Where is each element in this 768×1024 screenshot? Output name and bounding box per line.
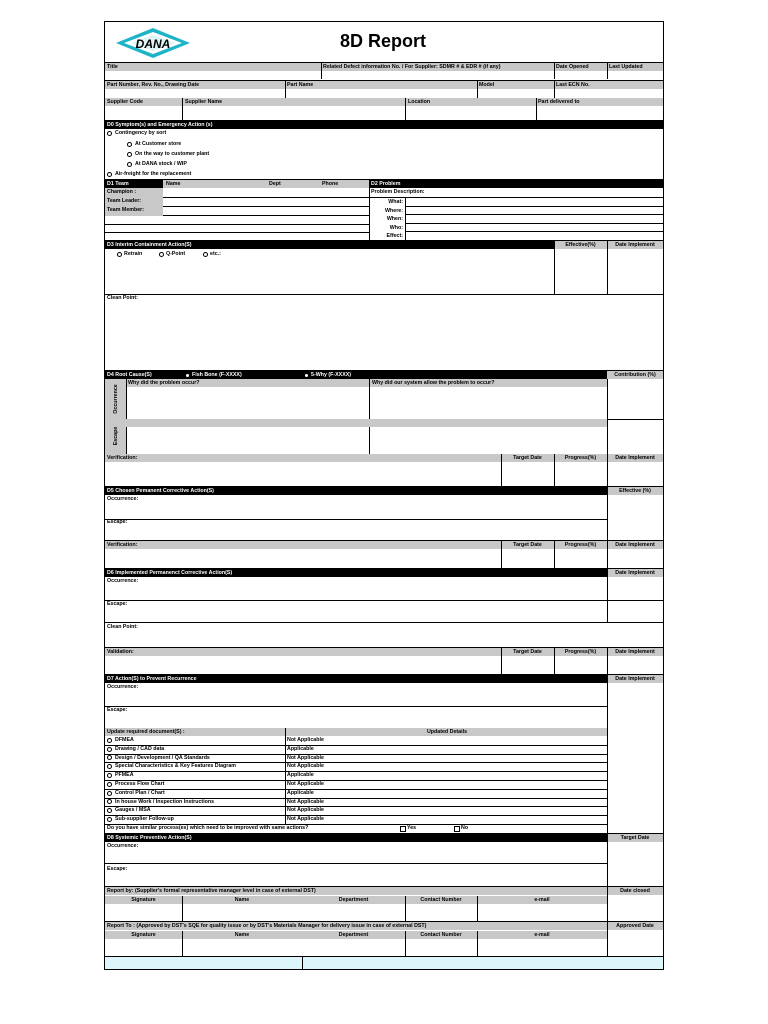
- 8d-report-form: [104, 21, 664, 970]
- doc-status[interactable]: Not Applicable: [287, 754, 324, 761]
- model-label: Model: [479, 82, 495, 88]
- doc-status[interactable]: Applicable: [287, 745, 314, 752]
- d6-header: D6 Implemented Permanenct Corrective Action(S): [107, 570, 233, 576]
- effect-label: Effect:: [386, 233, 403, 239]
- d6-occurrence-field[interactable]: [105, 585, 607, 600]
- doc-status[interactable]: Not Applicable: [287, 807, 324, 814]
- report-by-email-field[interactable]: [478, 904, 607, 922]
- d5-date-implement-header: Date Implement: [615, 542, 655, 548]
- d5-verification-field[interactable]: [105, 549, 501, 569]
- team-member-field[interactable]: [164, 207, 369, 232]
- d7-header: D7 Action(S) to Prevent Recurrence: [107, 676, 197, 682]
- doc-name: Control Plan / Chart: [115, 789, 165, 796]
- d5-verification-label: Verification:: [107, 542, 138, 548]
- doc-name: DFMEA: [115, 737, 134, 743]
- d7-date-implement-header: Date Implement: [615, 676, 655, 682]
- d7-escape-label: Escape:: [107, 707, 128, 713]
- d3-header: D3 Interim Containment Action(S): [107, 242, 192, 248]
- report-by-contact-field[interactable]: [406, 904, 477, 922]
- d1-header: D1 Team: [107, 181, 129, 187]
- on-way-label: On the way to customer plant: [135, 151, 210, 157]
- report-by-name-header: Name: [234, 897, 250, 903]
- d6-escape-label: Escape:: [107, 601, 128, 607]
- approved-date-field[interactable]: [608, 930, 663, 956]
- doc-status[interactable]: Not Applicable: [287, 763, 324, 770]
- report-by-department-header: Department: [338, 897, 369, 903]
- problem-description-label: Problem Description:: [371, 189, 425, 195]
- updated-details-header: Updated Details: [426, 729, 468, 735]
- yes-label: Yes: [407, 825, 417, 831]
- doc-name: Drawing / CAD data: [115, 745, 165, 752]
- qpoint-label: Q-Point: [166, 251, 186, 257]
- doc-radio[interactable]: [107, 791, 112, 796]
- d6-escape-field[interactable]: [105, 608, 607, 622]
- approved-date-header: Approved Date: [616, 923, 654, 929]
- d8-escape-field[interactable]: [105, 873, 607, 887]
- d5-occurrence-field[interactable]: [105, 503, 607, 519]
- part-delivered-label: Part delivered to: [538, 99, 580, 105]
- doc-status[interactable]: Not Applicable: [287, 781, 324, 787]
- d5-occurrence-label: Occurrence:: [107, 496, 139, 502]
- date-closed-header: Date closed: [620, 888, 650, 894]
- problem-when-field[interactable]: [406, 215, 663, 223]
- d4-date-implement-header: Date Implement: [615, 455, 655, 461]
- date-opened-label: Date Opened: [556, 64, 589, 70]
- team-leader-field[interactable]: [164, 198, 369, 206]
- champion-label: Champion :: [107, 189, 137, 195]
- d4-header: D4 Root Cause(S): [107, 372, 152, 378]
- d0-header: D0 Symptom(s) and Emergency Action (s): [107, 122, 213, 128]
- retrain-label: Retrain: [124, 251, 143, 257]
- champion-field[interactable]: [164, 188, 369, 197]
- d5-effective-header: Effective (%): [619, 488, 651, 494]
- contingency-radio[interactable]: [107, 131, 112, 136]
- date-closed-field[interactable]: [608, 895, 663, 922]
- team-member-label: Team Member:: [107, 207, 144, 213]
- escape-side-label: Escape: [113, 426, 119, 446]
- d5-escape-label: Escape:: [107, 519, 128, 525]
- report-to-signature-header: Signature: [131, 932, 156, 938]
- supplier-name-label: Supplier Name: [185, 99, 223, 105]
- part-name-field[interactable]: [286, 89, 477, 98]
- qpoint-radio[interactable]: [159, 252, 164, 257]
- report-to-department-header: Department: [338, 932, 369, 938]
- report-by-email-header: e-mail: [534, 897, 550, 903]
- d6-target-date-header: Target Date: [513, 649, 542, 655]
- doc-radio[interactable]: [107, 817, 112, 822]
- no-checkbox[interactable]: [454, 826, 460, 832]
- at-customer-radio[interactable]: [127, 142, 132, 147]
- doc-name: Gauges / MSA: [115, 807, 151, 814]
- doc-name: PFMEA: [115, 772, 134, 779]
- problem-where-field[interactable]: [406, 207, 663, 214]
- doc-name: Process Flow Chart: [115, 781, 165, 787]
- fivewhy-radio[interactable]: [304, 373, 309, 378]
- report-to-label: Report To : (Approved by DST's SQE for quality issue or by DST's Materials Manager for delivery issue in case of external DST): [107, 923, 427, 929]
- location-label: Location: [408, 99, 431, 105]
- doc-name: Sub-supplier Follow-up: [115, 816, 174, 823]
- problem-what-field[interactable]: [406, 198, 663, 206]
- contribution-header: Contribution (%): [614, 372, 656, 378]
- d3-date-implement-header: Date Implement: [615, 242, 655, 248]
- fishbone-radio[interactable]: [185, 373, 190, 378]
- model-field[interactable]: [478, 89, 554, 98]
- retrain-radio[interactable]: [117, 252, 122, 257]
- update-docs-label: Update required document(S) :: [107, 729, 185, 735]
- supplier-code-field[interactable]: [105, 106, 182, 120]
- report-to-name-header: Name: [234, 932, 250, 938]
- last-ecn-label: Last ECN No.: [556, 82, 590, 88]
- d6-clean-point-field[interactable]: [105, 631, 663, 648]
- on-way-radio[interactable]: [127, 152, 132, 157]
- footer-left: [105, 957, 302, 969]
- escape-why-field[interactable]: [127, 427, 369, 454]
- d8-occurrence-label: Occurrence:: [107, 843, 139, 849]
- related-defect-label: Related Defect information No. / For Supplier: SDMR # & EDR # (if any): [323, 64, 501, 70]
- part-number-field[interactable]: [105, 89, 285, 98]
- d1-name-header: Name: [166, 181, 181, 187]
- doc-status[interactable]: Applicable: [287, 772, 314, 779]
- d6-occurrence-label: Occurrence:: [107, 578, 139, 584]
- team-leader-label: Team Leader:: [107, 198, 142, 204]
- report-by-contact-header: Contact Number: [420, 897, 462, 903]
- who-label: Who:: [389, 225, 403, 231]
- d8-target-date-header: Target Date: [620, 835, 650, 841]
- last-updated-label: Last Updated: [609, 64, 643, 70]
- problem-effect-field[interactable]: [406, 232, 663, 240]
- logo-text: DANA: [135, 37, 171, 51]
- d1-dept-header: Dept: [269, 181, 281, 187]
- d8-occurrence-field[interactable]: [105, 850, 607, 863]
- part-number-label: Part Number, Rev. No., Drawing Date: [107, 82, 200, 88]
- report-to-email-field[interactable]: [478, 939, 607, 956]
- d6-validation-label: Validation:: [107, 649, 134, 655]
- at-dana-label: At DANA stock / WIP: [135, 161, 187, 167]
- contingency-label: Contingency by sort: [115, 130, 167, 136]
- title-label: Title: [107, 64, 118, 70]
- etc-label: etc.:: [210, 251, 221, 257]
- report-to-contact-field[interactable]: [406, 939, 477, 956]
- d5-target-date-header: Target Date: [513, 542, 542, 548]
- d5-progress-header: Progress(%): [564, 542, 597, 548]
- system-question: Why did our system allow the problem to occur?: [372, 380, 495, 386]
- report-by-label: Report by: (Supplier's formal representative manager level in case of external DST): [107, 888, 316, 894]
- report-to-contact-header: Contact Number: [420, 932, 462, 938]
- supplier-code-label: Supplier Code: [107, 99, 143, 105]
- fivewhy-label: 5-Why (F-XXXX): [311, 372, 352, 378]
- last-updated-field[interactable]: [608, 71, 663, 79]
- occurrence-side-label: Occurrence: [113, 384, 119, 414]
- doc-radio[interactable]: [107, 799, 112, 804]
- doc-name: Design / Development / QA Standards: [115, 754, 210, 761]
- at-dana-radio[interactable]: [127, 162, 132, 167]
- d5-header: D5 Chosen Pemanent Corrective Action(S): [107, 488, 214, 494]
- last-ecn-field[interactable]: [555, 89, 663, 98]
- report-to-email-header: e-mail: [534, 932, 550, 938]
- what-label: What:: [388, 199, 403, 205]
- similar-process-question: Do you have similar process(es) which need to be improved with same actions?: [107, 825, 309, 831]
- d6-clean-point-label: Clean Point:: [107, 624, 138, 630]
- doc-status[interactable]: Not Applicable: [287, 798, 324, 805]
- where-label: Where:: [385, 208, 403, 214]
- doc-name: Special Characteristics & Key Features Diagram: [115, 763, 237, 770]
- report-to-signature-field[interactable]: [105, 939, 182, 956]
- when-label: When:: [386, 216, 403, 222]
- fishbone-label: Fish Bone (F-XXXX): [192, 372, 242, 378]
- doc-radio[interactable]: [107, 782, 112, 787]
- d1-phone-header: Phone: [322, 181, 339, 187]
- escape-system-field[interactable]: [370, 427, 607, 454]
- doc-status[interactable]: Not Applicable: [287, 816, 324, 823]
- supplier-name-field[interactable]: [183, 106, 405, 120]
- doc-name: In house Work / Inspection Instructions: [115, 798, 215, 805]
- title-field[interactable]: [105, 71, 321, 79]
- page-title: 8D Report: [340, 31, 427, 51]
- d7-occurrence-field[interactable]: [105, 691, 607, 706]
- doc-radio[interactable]: [107, 738, 112, 743]
- report-by-name-field[interactable]: [183, 904, 405, 922]
- d7-escape-field[interactable]: [105, 714, 607, 728]
- d2-header: D2 Problem: [371, 181, 401, 187]
- etc-radio[interactable]: [203, 252, 208, 257]
- dana-logo: [115, 27, 191, 59]
- yes-checkbox[interactable]: [400, 826, 406, 832]
- related-defect-field[interactable]: [322, 71, 554, 79]
- d3-clean-point-label: Clean Point:: [107, 295, 138, 301]
- occurrence-system-field[interactable]: [370, 387, 607, 419]
- d3-clean-point-field[interactable]: [105, 303, 663, 371]
- d8-escape-label: Escape:: [107, 866, 128, 872]
- d6-date-implement-header: Date Implement: [615, 570, 655, 576]
- doc-radio[interactable]: [107, 764, 112, 769]
- doc-radio[interactable]: [107, 747, 112, 752]
- no-label: No: [461, 825, 469, 831]
- d6-progress-header: Progress(%): [564, 649, 597, 655]
- date-opened-field[interactable]: [555, 71, 607, 79]
- location-field[interactable]: [406, 106, 536, 120]
- airfreight-label: Air-freight for the replacement: [115, 171, 192, 177]
- doc-status[interactable]: Not Applicable: [287, 737, 324, 743]
- at-customer-label: At Customer store: [135, 141, 182, 147]
- d6-date-implement2-header: Date Implement: [615, 649, 655, 655]
- problem-who-field[interactable]: [406, 224, 663, 231]
- doc-radio[interactable]: [107, 808, 112, 813]
- d7-occurrence-label: Occurrence:: [107, 684, 139, 690]
- d3-action-field[interactable]: [105, 259, 554, 294]
- d4-progress-header: Progress(%): [564, 455, 597, 461]
- doc-radio[interactable]: [107, 773, 112, 778]
- d6-validation-field[interactable]: [105, 656, 501, 675]
- doc-status[interactable]: Applicable: [287, 789, 314, 796]
- d4-verification-label: Verification:: [107, 455, 138, 461]
- d5-escape-field[interactable]: [105, 526, 607, 540]
- d8-header: D8 Systemic Preventive Action(S): [107, 835, 192, 841]
- airfreight-radio[interactable]: [107, 172, 112, 177]
- d4-verification-field[interactable]: [105, 462, 501, 487]
- part-name-label: Part Name: [287, 82, 314, 88]
- occurrence-question: Why did the problem occur?: [128, 380, 200, 386]
- report-by-signature-field[interactable]: [105, 904, 182, 922]
- d3-effective-header: Effective(%): [565, 242, 596, 248]
- report-by-signature-header: Signature: [131, 897, 156, 903]
- report-to-name-field[interactable]: [183, 939, 405, 956]
- d4-target-date-header: Target Date: [513, 455, 542, 461]
- occurrence-why-field[interactable]: [127, 387, 369, 419]
- doc-radio[interactable]: [107, 755, 112, 760]
- footer-right: [303, 957, 663, 969]
- part-delivered-field[interactable]: [537, 106, 663, 120]
